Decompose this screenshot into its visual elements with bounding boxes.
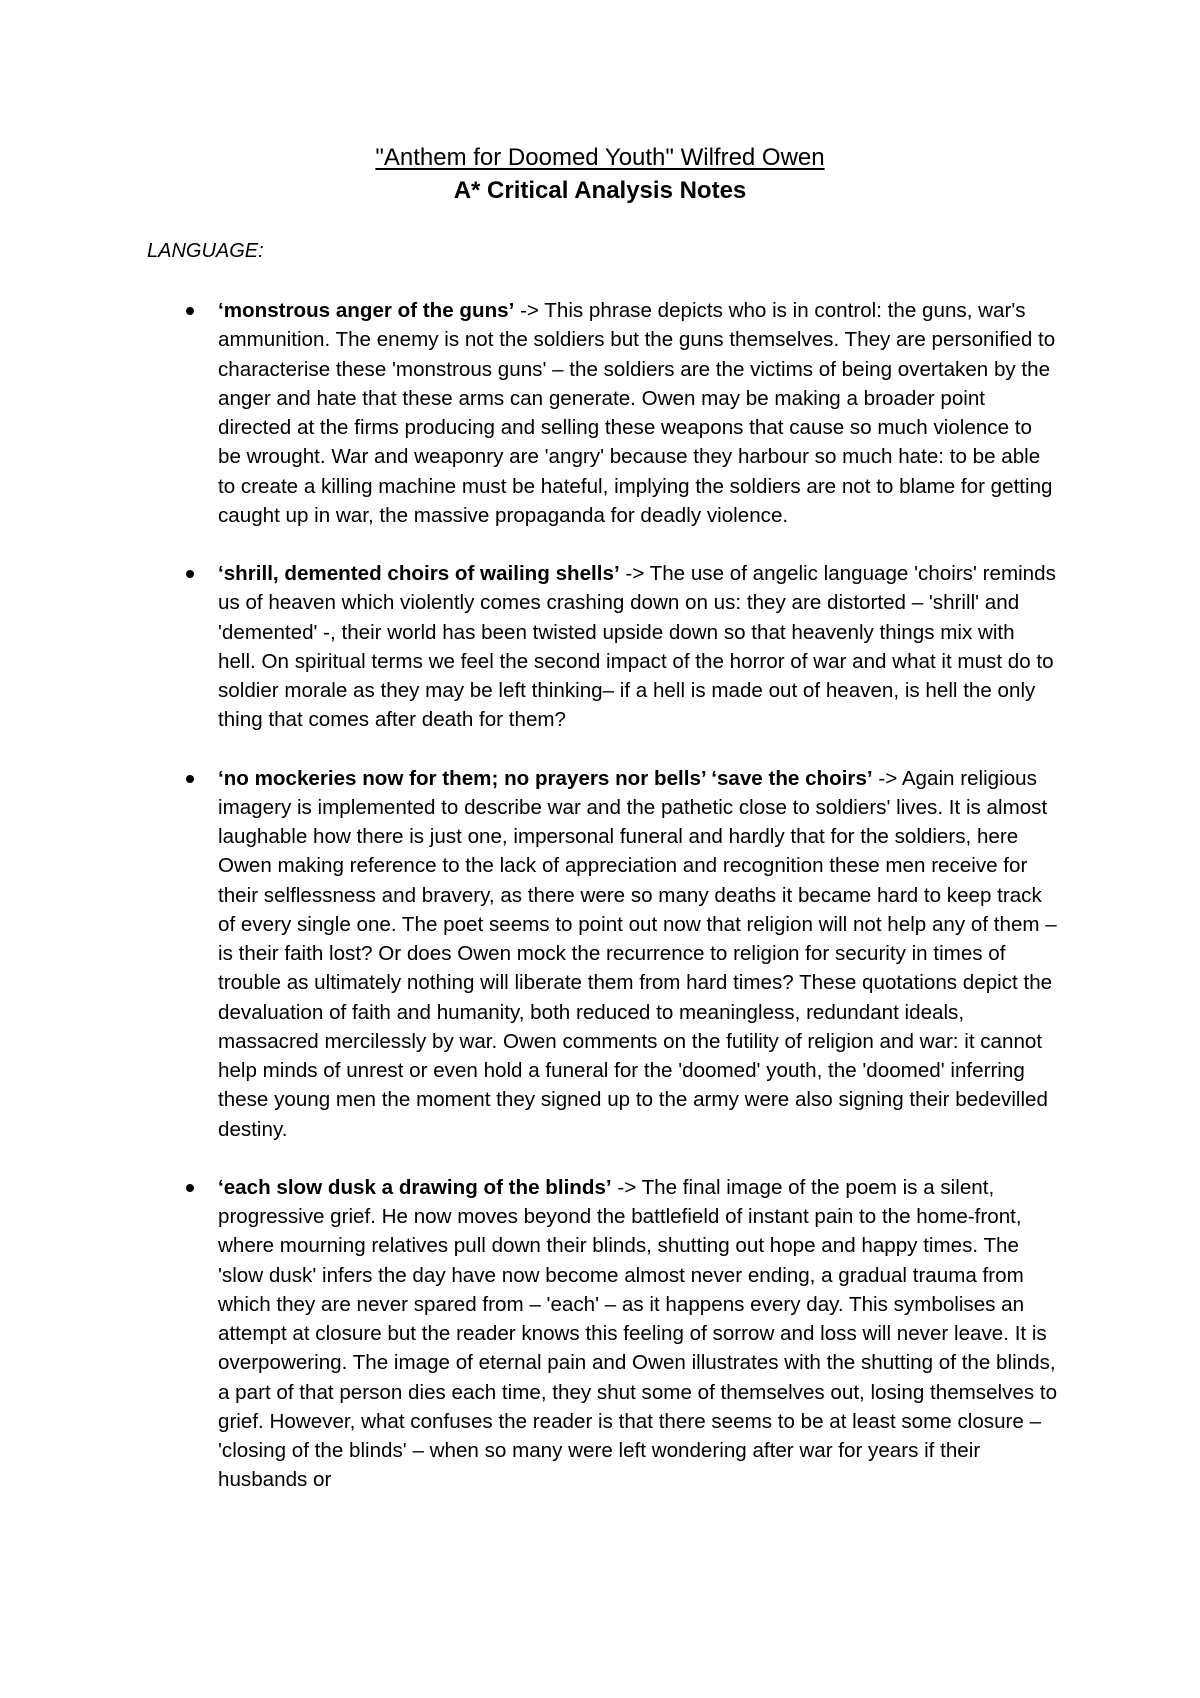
note-quote: ‘each slow dusk a drawing of the blinds’	[218, 1175, 612, 1199]
note-text: -> Again religious imagery is implemented to describe war and the pathetic close to soldiers' lives. It is almost laughable how there is just one, impersonal funeral and hardly that for the soldiers, here Owen making reference to the lack of appreciation and recognition these men receive for their selflessness and bravery, as there were so many deaths it became hard to keep track of every single one. The poet seems to point out now that religion will not help any of them – is their faith lost? Or does Owen mock the recurrence to religion for security in times of trouble as ultimately nothing will liberate them from hard times? These quotations depict the devaluation of faith and humanity, both reduced to meaningless, redundant ideals, massacred mercilessly by war. Owen comments on the futility of religion and war: it cannot help minds of unrest or even hold a funeral for the 'doomed' youth, the 'doomed' inferring these young men the moment they signed up to the army were also signing their bedevilled destiny.	[218, 766, 1057, 1141]
bullet-icon	[186, 1184, 194, 1192]
list-item	[218, 296, 1058, 530]
section-label-language: LANGUAGE:	[147, 240, 264, 262]
note-quote: ‘monstrous anger of the guns’	[218, 299, 515, 322]
list-item	[218, 1173, 1058, 1495]
document-title: "Anthem for Doomed Youth" Wilfred Owen	[375, 144, 825, 171]
analysis-notes-list	[218, 296, 1058, 1524]
bullet-icon	[186, 775, 194, 783]
note-text: -> The final image of the poem is a silent, progressive grief. He now moves beyond the battlefield of instant pain to the home-front, where mourning relatives pull down their blinds, shutting out hope and happy times. The 'slow dusk' infers the day have now become almost never ending, a gradual trauma from which they are never spared from – 'each' – as it happens every day. This symbolises an attempt at closure but the reader knows this feeling of sorrow and loss will never leave. It is overpowering. The image of eternal pain and Owen illustrates with the shutting of the blinds, a part of that person dies each time, they shut some of themselves out, losing themselves to grief. However, what confuses the reader is that there seems to be at least some closure – 'closing of the blinds' – when so many were left wondering after war for years if their husbands or	[218, 1175, 1058, 1492]
list-item	[218, 764, 1058, 1144]
bullet-icon	[186, 307, 194, 315]
note-quote: ‘no mockeries now for them; no prayers nor bells’ ‘save the choirs’	[218, 766, 873, 790]
bullet-icon	[186, 570, 194, 578]
note-text: -> The use of angelic language 'choirs' reminds us of heaven which violently comes crashing down on us: they are distorted – 'shrill' and 'demented' -, their world has been twisted upside down so that heavenly things mix with hell. On spiritual terms we feel the second impact of the horror of war and what it must do to soldier morale as they may be left thinking– if a hell is made out of heaven, is hell the only thing that comes after death for them?	[218, 562, 1056, 732]
document-subtitle: A* Critical Analysis Notes	[453, 177, 747, 204]
list-item	[218, 559, 1058, 735]
note-quote: ‘shrill, demented choirs of wailing shells’	[218, 562, 620, 585]
note-text: -> This phrase depicts who is in control: the guns, war's ammunition. The enemy is not the soldiers but the guns themselves. They are personified to characterise these 'monstrous guns' – the soldiers are the victims of being overtaken by the anger and hate that these arms can generate. Owen may be making a broader point directed at the firms producing and selling these weapons that cause so much violence to be wrought. War and weaponry are 'angry' because they harbour so much hate: to be able to create a killing machine must be hateful, implying the soldiers are not to blame for getting caught up in war, the massive propaganda for deadly violence.	[218, 299, 1056, 527]
